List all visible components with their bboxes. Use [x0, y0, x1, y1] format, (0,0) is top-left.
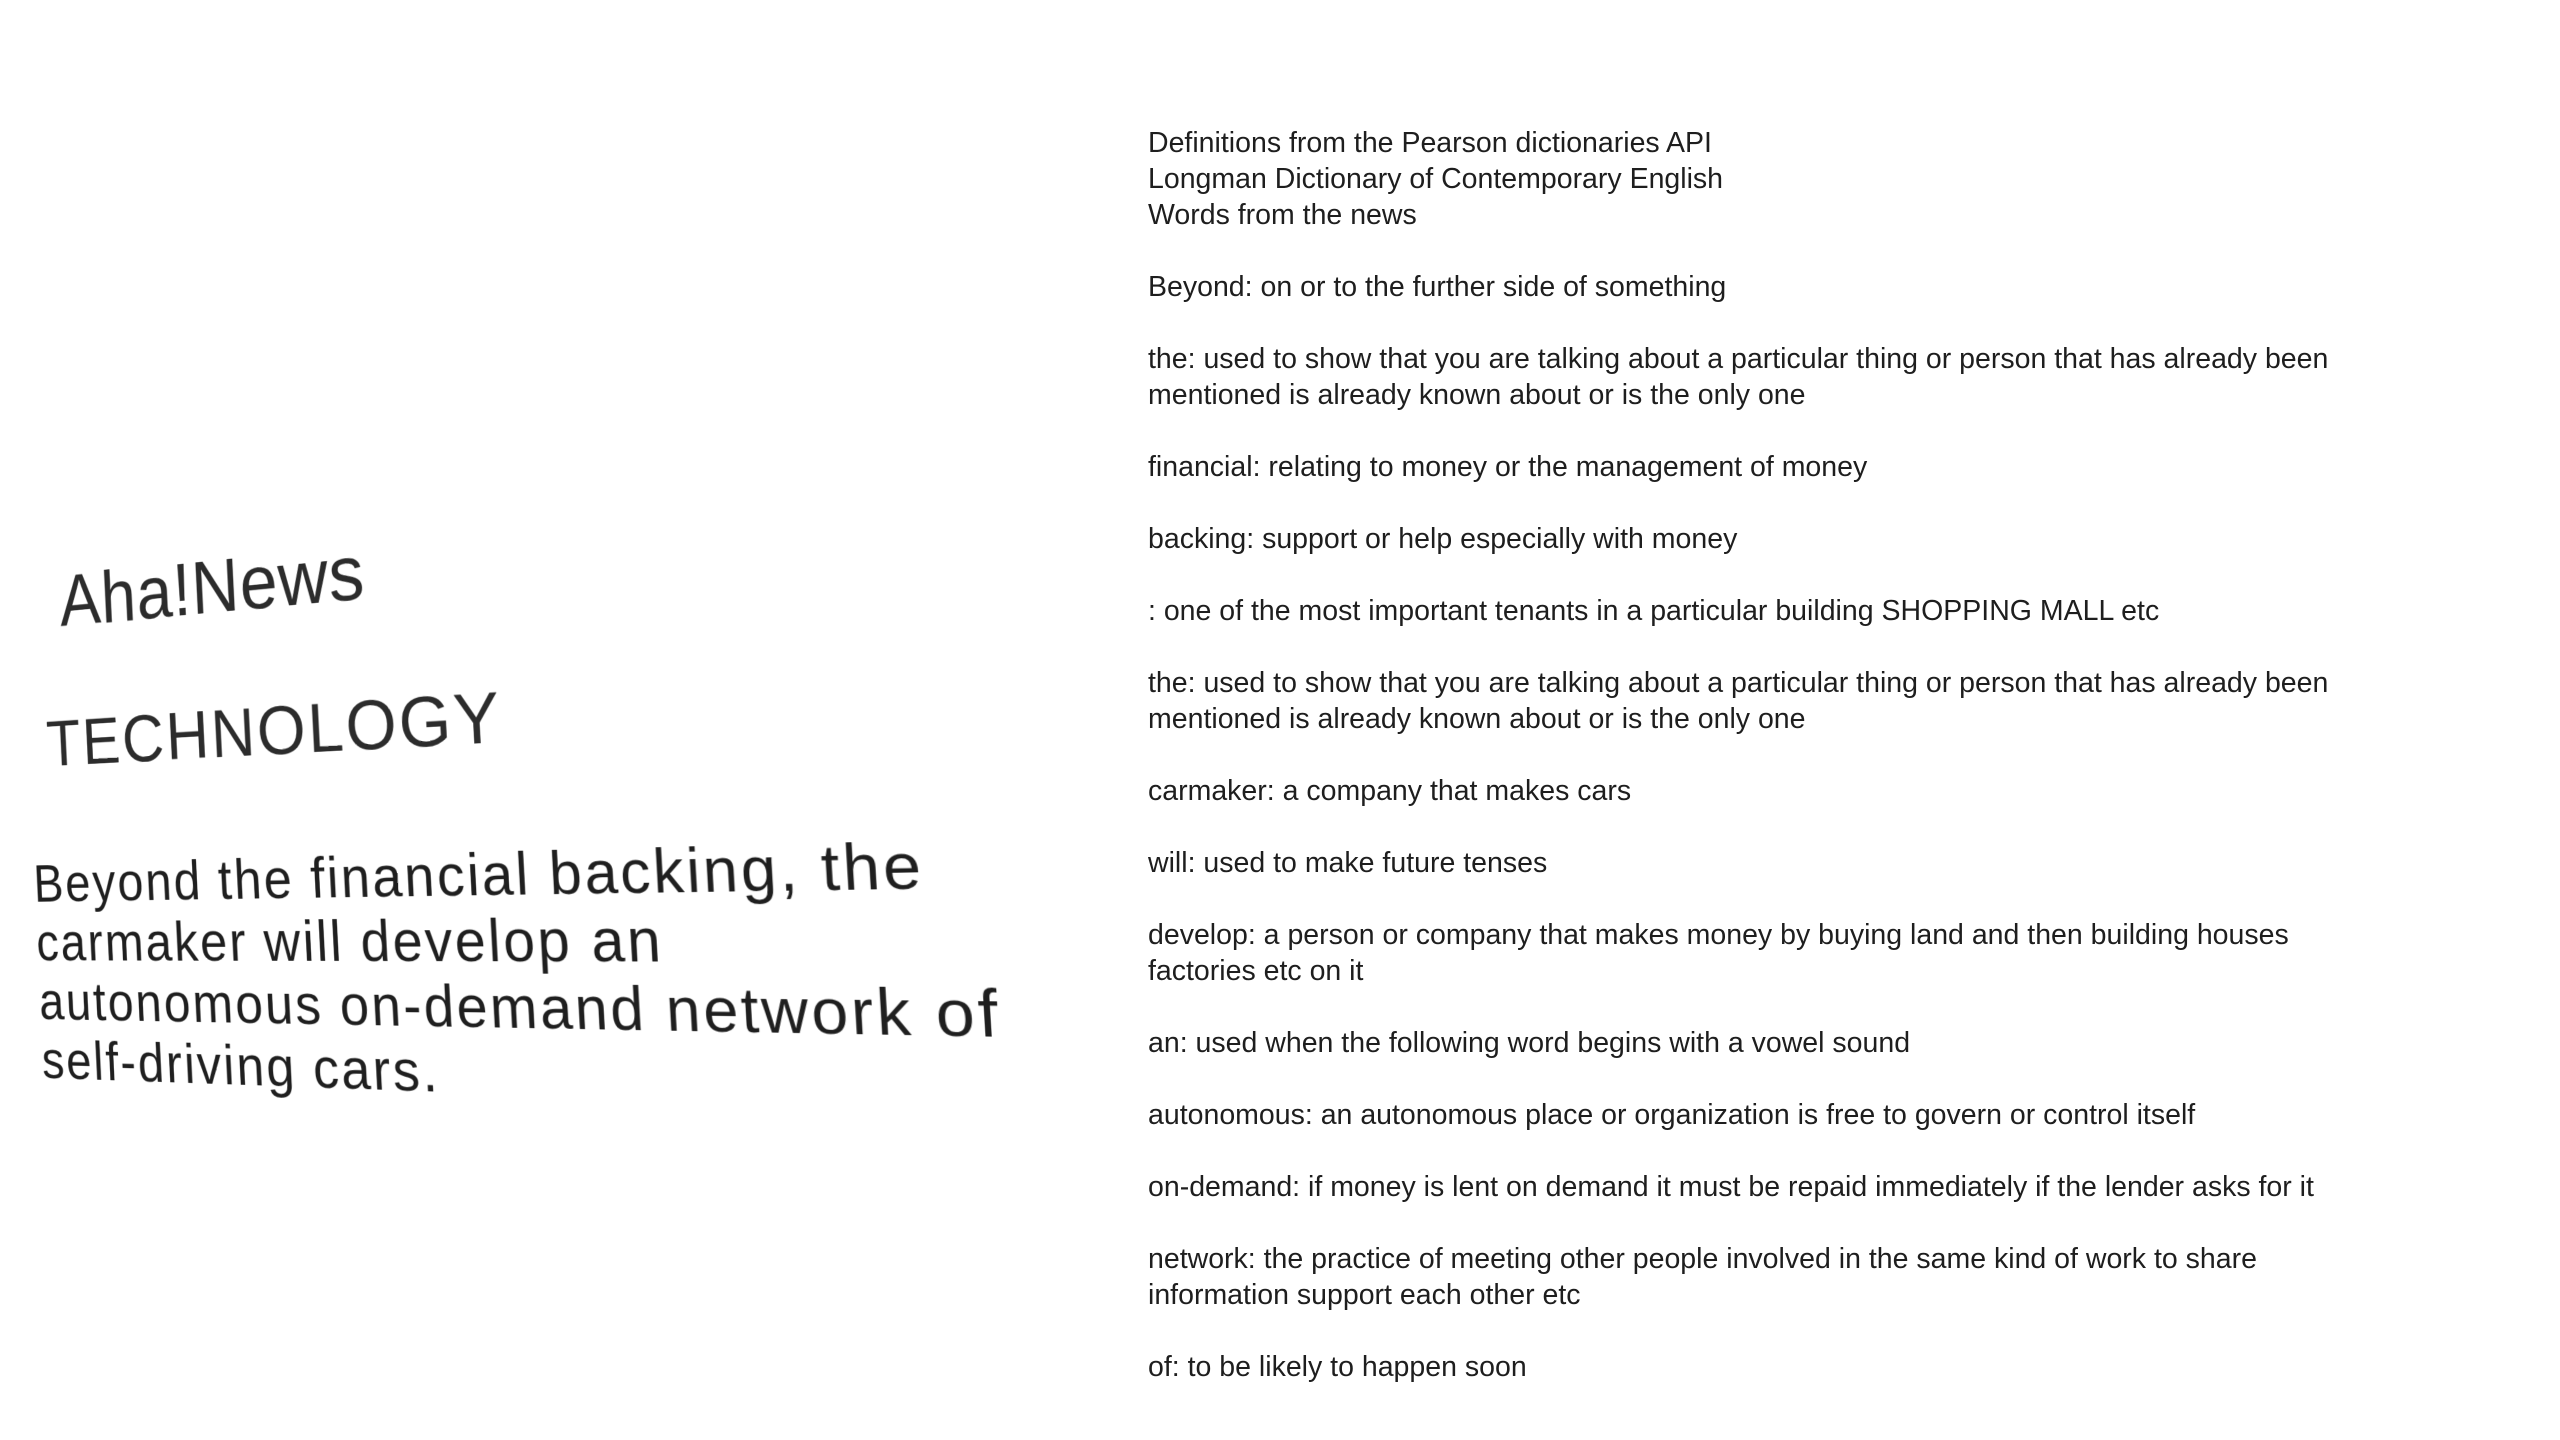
definition-item: carmaker: a company that makes cars	[1148, 775, 1632, 807]
brand-logo-text: Aha!News	[57, 529, 367, 642]
definitions-subtitle: Words from the news	[1148, 199, 1417, 231]
definition-item: : one of the most important tenants in a particular building SHOPPING MALL etc	[1148, 595, 2160, 627]
headline-line-1: Beyond the financial backing, the carmaker will develop an	[32, 829, 927, 976]
news-panel	[0, 0, 1090, 1440]
definitions-source-title: Definitions from the Pearson dictionaries API	[1148, 127, 1712, 159]
news-perspective-plane	[32, 457, 1090, 1106]
definition-item: of: to be likely to happen soon	[1148, 1351, 1527, 1383]
definition-item: Beyond: on or to the further side of something	[1148, 271, 1727, 303]
definition-item: develop: a person or company that makes money by buying land and then building houses factories etc on it	[1148, 919, 2289, 987]
definition-item: autonomous: an autonomous place or organization is free to govern or control itself	[1148, 1099, 2196, 1131]
definition-item: the: used to show that you are talking about a particular thing or person that has already been mentioned is already known about or is the only one	[1148, 343, 2329, 411]
section-title: TECHNOLOGY	[44, 675, 505, 781]
definition-item: the: used to show that you are talking about a particular thing or person that has already been mentioned is already known about or is the only one	[1148, 667, 2329, 735]
definitions-panel	[1148, 125, 2508, 1421]
definition-item: an: used when the following word begins with a vowel sound	[1148, 1027, 1911, 1059]
news-headline	[32, 824, 1090, 1133]
definition-item: will: used to make future tenses	[1148, 847, 1548, 879]
definition-item: on-demand: if money is lent on demand it must be repaid immediately if the lender asks for it	[1148, 1171, 2314, 1203]
definition-item: backing: support or help especially with money	[1148, 523, 1738, 555]
definition-item: financial: relating to money or the management of money	[1148, 451, 1868, 483]
definition-item: network: the practice of meeting other people involved in the same kind of work to share information support each other etc	[1148, 1243, 2257, 1311]
headline-line-2: autonomous on-demand network of self-driving cars.	[37, 972, 1003, 1106]
header-spacer	[1148, 233, 2508, 269]
dictionary-name: Longman Dictionary of Contemporary English	[1148, 163, 1724, 195]
